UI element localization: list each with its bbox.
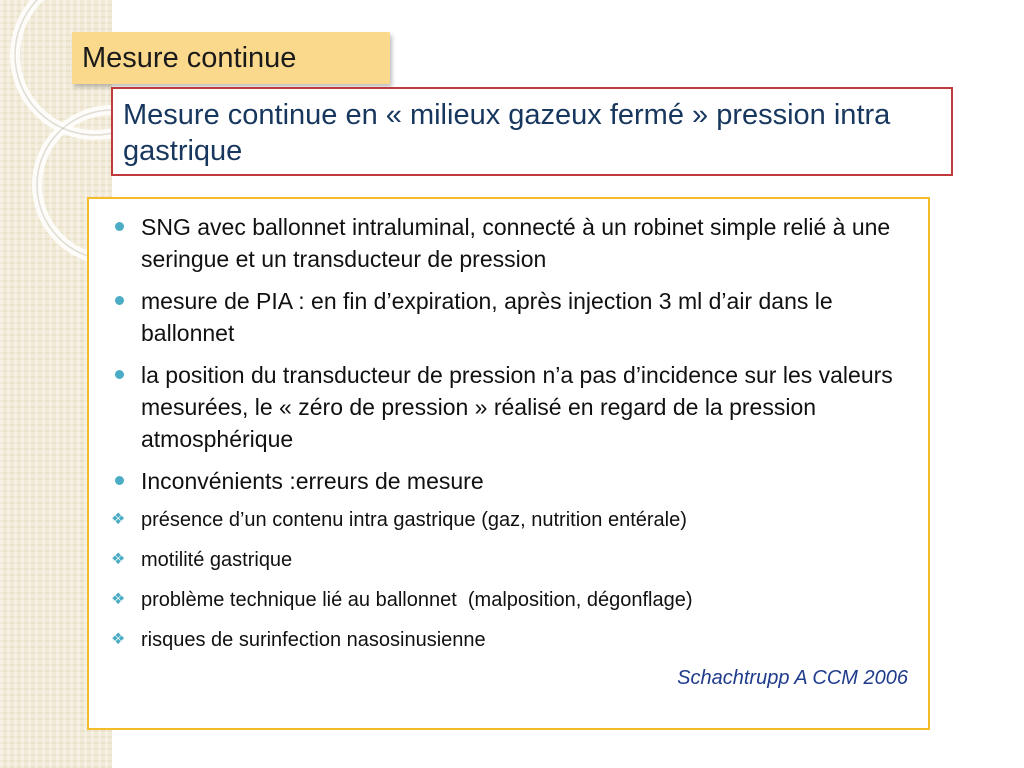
bullet-text: mesure de PIA : en fin d’expiration, après injection 3 ml d’air dans le ballonnet (141, 288, 833, 346)
diamond-bullet-icon: ❖ (111, 631, 126, 648)
sub-bullet-text: risques de surinfection nasosinusienne (141, 629, 486, 651)
diamond-bullet-icon: ❖ (111, 591, 126, 608)
sub-bullet-item (109, 507, 908, 533)
bullet-item (109, 211, 908, 275)
sub-bullet-text: motilité gastrique (141, 549, 293, 571)
diamond-bullet-icon: ❖ (111, 551, 126, 568)
sub-bullet-list (109, 507, 908, 653)
sub-bullet-item (109, 547, 908, 573)
round-bullet-icon (115, 370, 124, 379)
bullet-item (109, 285, 908, 349)
round-bullet-icon (115, 222, 124, 231)
slide-subtitle-text: Mesure continue en « milieux gazeux fermé » pression intra gastrique (123, 99, 891, 167)
slide-title-text: Mesure continue (82, 41, 297, 74)
round-bullet-icon (115, 476, 124, 485)
bullet-list (109, 211, 908, 497)
round-bullet-icon (115, 296, 124, 305)
slide-subtitle (111, 87, 953, 176)
bullet-item (109, 359, 908, 455)
sub-bullet-item (109, 627, 908, 653)
sub-bullet-item (109, 587, 908, 613)
bullet-text: Inconvénients :erreurs de mesure (141, 468, 484, 494)
sub-bullet-text: présence d’un contenu intra gastrique (gaz, nutrition entérale) (141, 509, 687, 531)
diamond-bullet-icon: ❖ (111, 511, 126, 528)
bullet-text: la position du transducteur de pression n’a pas d’incidence sur les valeurs mesurées, le « zéro de pression » réalisé en regard de la pression atmosphérique (141, 362, 893, 452)
citation: Schachtrupp A CCM 2006 (677, 667, 908, 689)
sub-bullet-text: problème technique lié au ballonnet (malposition, dégonflage) (141, 589, 693, 611)
slide-title (72, 32, 390, 84)
content-box (87, 197, 930, 730)
bullet-text: SNG avec ballonnet intraluminal, connecté à un robinet simple relié à une seringue et un transducteur de pression (141, 214, 891, 272)
bullet-item (109, 465, 908, 497)
